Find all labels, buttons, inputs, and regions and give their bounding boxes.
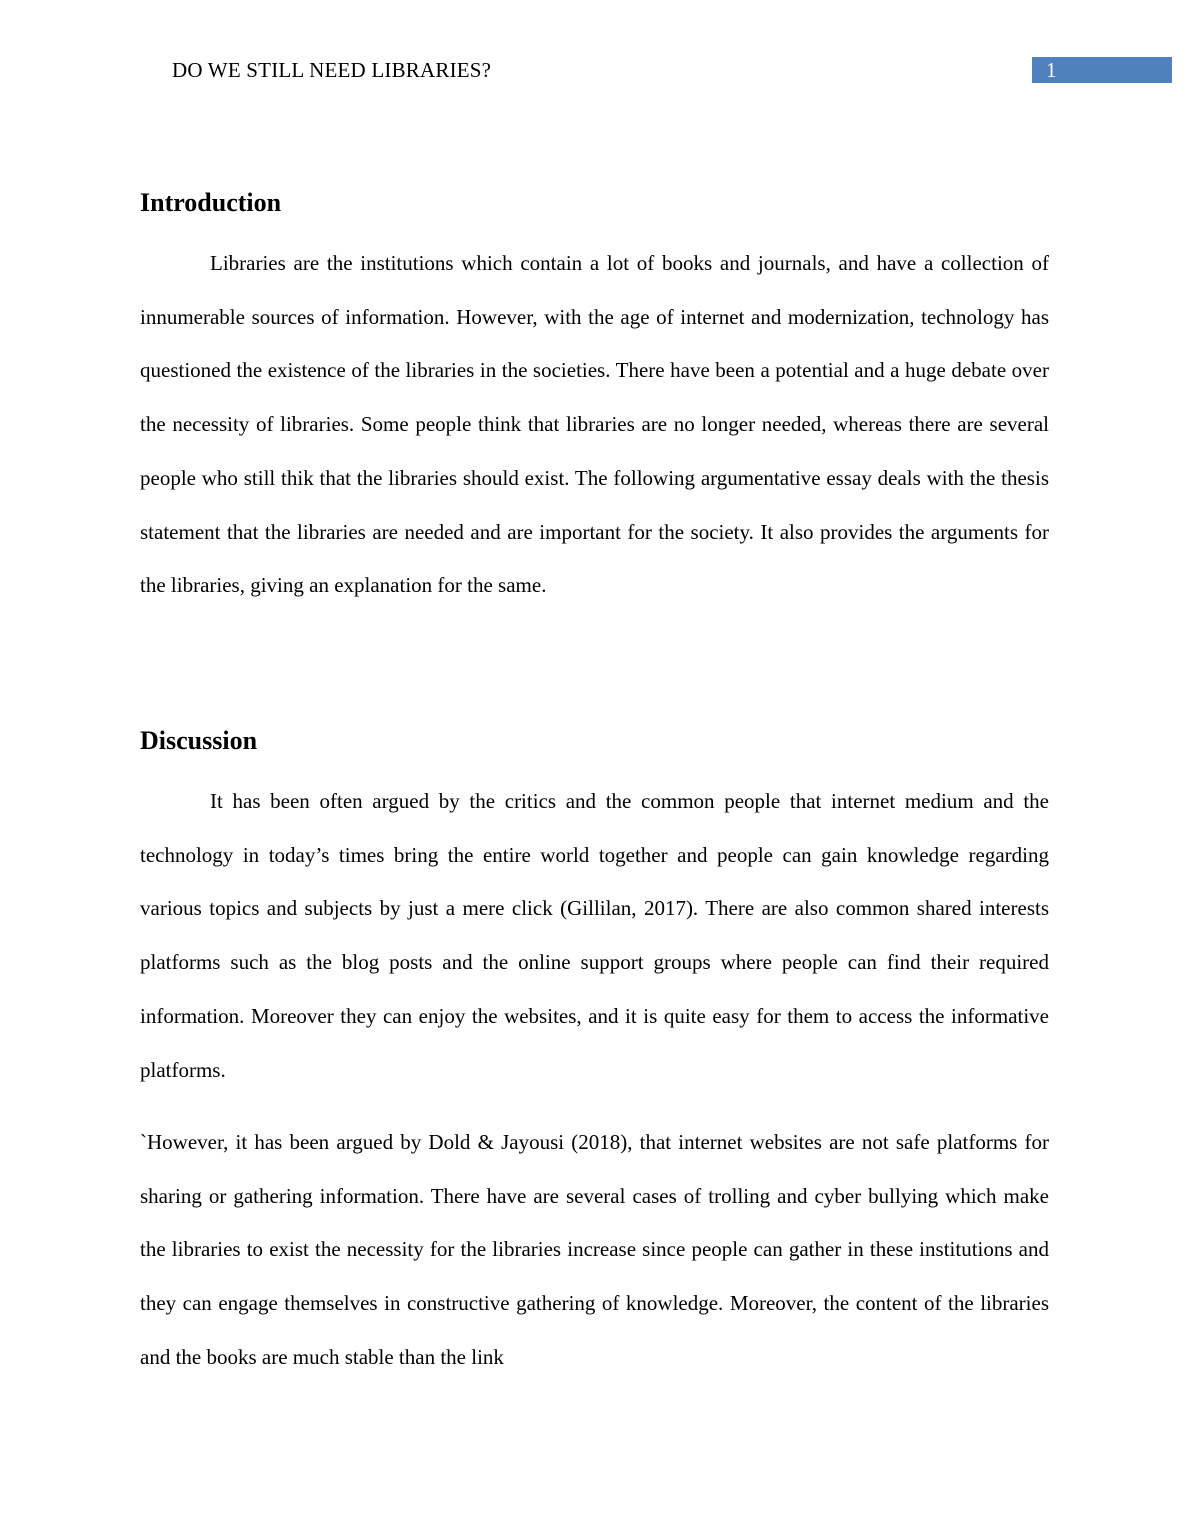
running-head: DO WE STILL NEED LIBRARIES?: [172, 58, 492, 82]
discussion-paragraph-2: `However, it has been argued by Dold & Jayousi (2018), that internet websites are not safe platforms for sharing or gathering information. There have are several cases of trolling and cyber bullying which make the libraries to exist the necessity for the libraries increase since people can gather in these institutions and they can engage themselves in constructive gathering of knowledge. Moreover, the content of the libraries and the books are much stable than the link: [140, 1130, 1049, 1369]
page-number: 1: [1046, 58, 1057, 82]
section-heading-introduction: Introduction: [140, 188, 282, 217]
section-heading-discussion: Discussion: [140, 726, 258, 755]
introduction-paragraph: Libraries are the institutions which contain a lot of books and journals, and have a collection of innumerable sources of information. However, with the age of internet and modernization, technology has questioned the existence of the libraries in the societies. There have been a potential and a huge debate over the necessity of libraries. Some people think that libraries are no longer needed, whereas there are several people who still thik that the libraries should exist. The following argumentative essay deals with the thesis statement that the libraries are needed and are important for the society. It also provides the arguments for the libraries, giving an explanation for the same.: [140, 251, 1049, 598]
discussion-paragraph-1: It has been often argued by the critics and the common people that internet medium and the technology in today’s times bring the entire world together and people can gain knowledge regarding various topics and subjects by just a mere click (Gillilan, 2017). There are also common shared interests platforms such as the blog posts and the online support groups where people can find their required information. Moreover they can enjoy the websites, and it is quite easy for them to access the informative platforms.: [140, 789, 1049, 1082]
page-number-box: [1032, 57, 1172, 83]
